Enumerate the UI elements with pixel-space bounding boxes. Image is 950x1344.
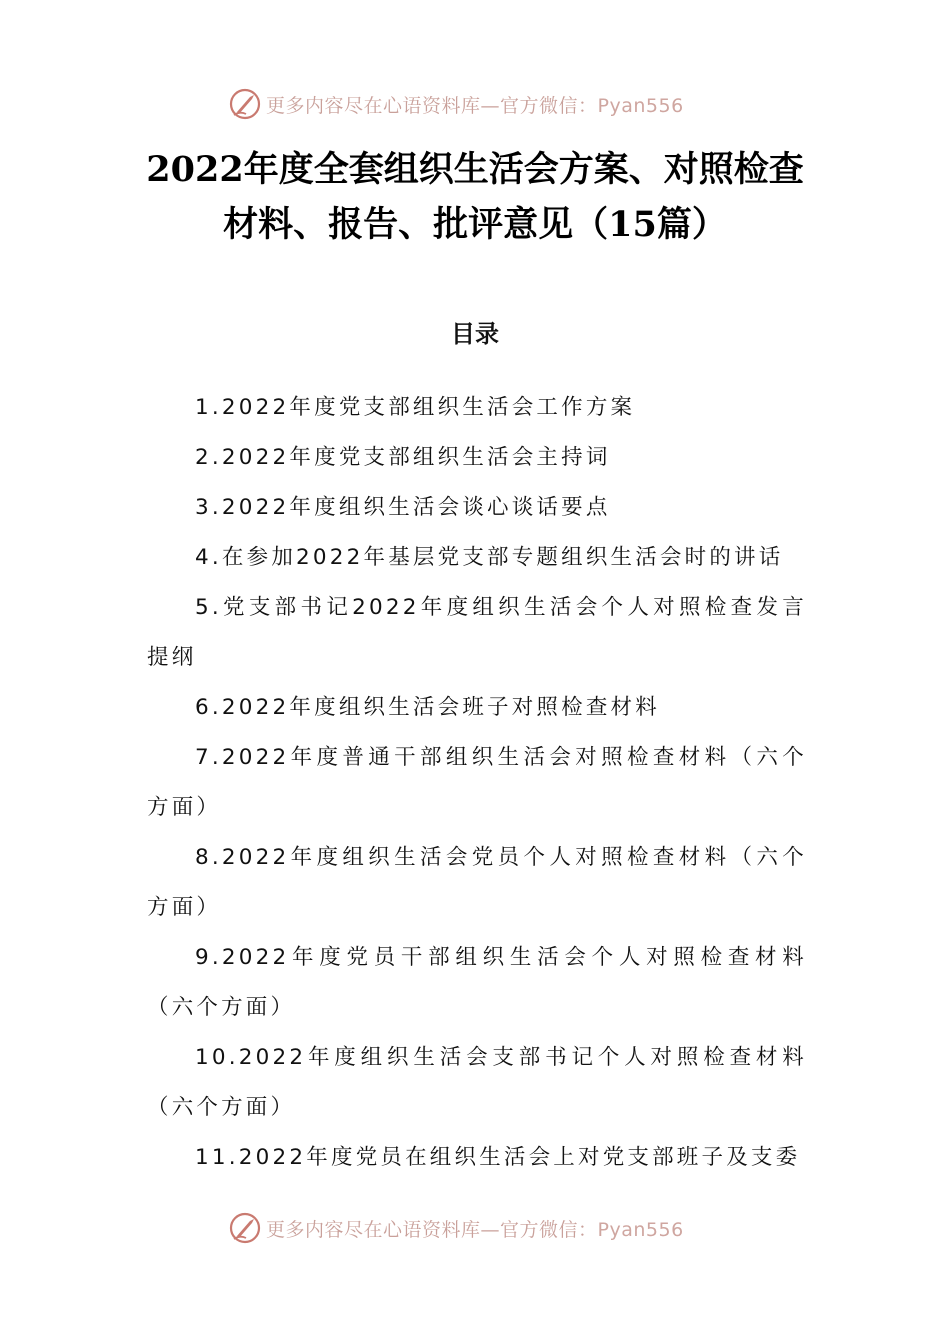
quill-logo-icon: [228, 1211, 262, 1245]
title-line-1: 2022年度全套组织生活会方案、对照检查: [146, 149, 804, 190]
document-title: [100, 142, 850, 252]
watermark-label: 更多内容尽在心语资料库—官方微信：: [266, 1218, 598, 1241]
toc-item-5: 5.党支部书记2022年度组织生活会个人对照检查发言提纲: [147, 595, 807, 670]
watermark-wechat-id: Pyan556: [597, 94, 684, 117]
toc-item-3: 3.2022年度组织生活会谈心谈话要点: [195, 495, 611, 520]
watermark-text: [266, 1215, 684, 1242]
toc-item-7: 7.2022年度普通干部组织生活会对照检查材料（六个方面）: [147, 745, 807, 820]
toc-item-8: 8.2022年度组织生活会党员个人对照检查材料（六个方面）: [147, 845, 807, 920]
watermark-wechat-id: Pyan556: [597, 1218, 684, 1241]
toc-item-2: 2.2022年度党支部组织生活会主持词: [195, 445, 611, 470]
toc-item-6: 6.2022年度组织生活会班子对照检查材料: [195, 695, 660, 720]
toc-item-1: 1.2022年度党支部组织生活会工作方案: [195, 395, 636, 420]
quill-logo-icon: [228, 87, 262, 121]
table-of-contents: [147, 383, 807, 1183]
toc-heading: 目录: [451, 320, 499, 348]
watermark-text: [266, 91, 684, 118]
watermark-header: [228, 86, 748, 122]
watermark-label: 更多内容尽在心语资料库—官方微信：: [266, 94, 598, 117]
toc-item-9: 9.2022年度党员干部组织生活会个人对照检查材料（六个方面）: [147, 945, 807, 1020]
toc-item-10: 10.2022年度组织生活会支部书记个人对照检查材料（六个方面）: [147, 1045, 807, 1120]
toc-item-4: 4.在参加2022年基层党支部专题组织生活会时的讲话: [195, 545, 784, 570]
toc-item-11: 11.2022年度党员在组织生活会上对党支部班子及支委: [195, 1145, 801, 1170]
title-line-2: 材料、报告、批评意见（15篇）: [223, 204, 727, 245]
watermark-footer: [228, 1210, 748, 1246]
